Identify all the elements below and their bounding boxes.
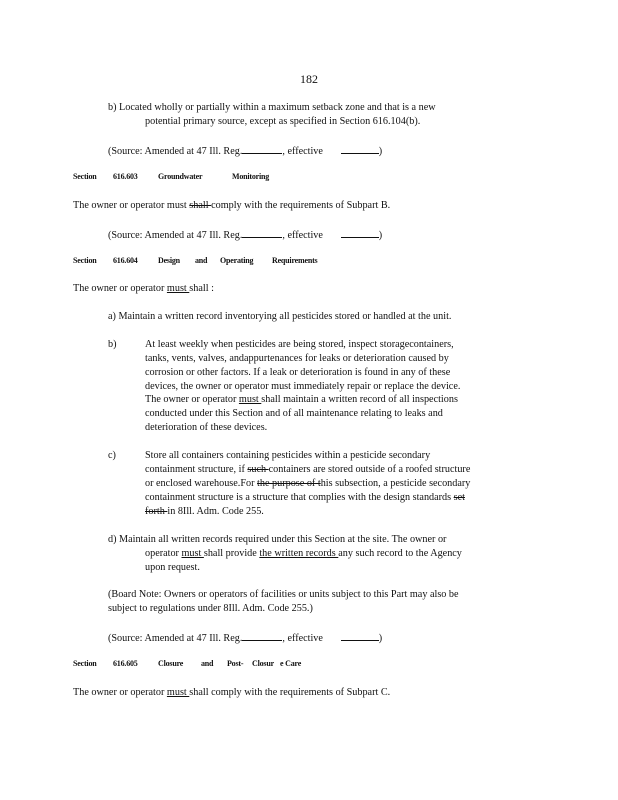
section-heading-604 — [73, 256, 473, 268]
section-title-word: Operating — [220, 256, 254, 265]
reg-blank — [242, 227, 282, 238]
source-note-prefix: (Source: Amended at 47 Ill. Reg. — [108, 146, 243, 157]
section-605-text — [73, 686, 390, 699]
item-b-body-line: At least weekly when pesticides are being stored, inspect storagecontainers, — [145, 339, 454, 350]
source-note-prefix: (Source: Amended at 47 Ill. Reg. — [108, 230, 243, 241]
section-number: 616.604 — [113, 256, 138, 265]
source-note-suffix: ) — [378, 230, 383, 241]
inserted-text: must — [166, 283, 190, 294]
text-segment: containment structure is a structure that complies with the design standards — [145, 492, 454, 503]
section-label: Section — [73, 659, 97, 668]
section-title-word: Groundwater — [158, 172, 203, 181]
source-note — [108, 143, 382, 158]
inserted-text: must — [166, 687, 190, 698]
text-segment: The owner or operator — [73, 283, 167, 294]
item-b-body-line: corrosion or other factors. If a leak or deterioration is found in any of these — [145, 367, 451, 378]
source-note-suffix: ) — [378, 633, 383, 644]
section-title-word: Closur — [252, 659, 274, 668]
item-a: a) Maintain a written record inventorying all pesticides stored or handled at the unit. — [108, 311, 452, 322]
text-segment: his subsection, a pesticide secondary — [320, 478, 471, 489]
item-c-body-line — [145, 505, 264, 518]
inserted-text: the written records — [259, 548, 339, 559]
effective-blank — [341, 630, 379, 641]
source-note — [108, 630, 382, 645]
item-c-body-line — [145, 477, 470, 490]
item-c-label: c) — [108, 450, 116, 461]
text-segment: shall comply with the requirements of Subpart C. — [189, 687, 391, 698]
board-note-line-2: subject to regulations under 8Ill. Adm. Code 255.) — [108, 603, 313, 614]
text-segment: in 8Ill. Adm. Code 255. — [167, 506, 264, 517]
board-note-line-1: (Board Note: Owners or operators of facilities or units subject to this Part may also be — [108, 589, 459, 600]
deleted-text: shall — [189, 200, 212, 211]
item-b-body-line: devices, the owner or operator must immediately repair or replace the device. — [145, 381, 461, 392]
section-title-word: and — [201, 659, 214, 668]
inserted-text: must — [238, 394, 262, 405]
section-title-word: e Care — [280, 659, 302, 668]
text-segment: or enclosed warehouse.For — [145, 478, 258, 489]
deleted-text: the purpose of t — [257, 478, 321, 489]
source-note-mid: , effective — [282, 230, 323, 241]
section-heading-605 — [73, 659, 473, 671]
text-segment: shall maintain a written record of all inspections — [261, 394, 458, 405]
text-segment: The owner or operator — [145, 394, 239, 405]
item-b-line-2: potential primary source, except as specified in Section 616.104(b). — [145, 116, 421, 127]
text-segment: comply with the requirements of Subpart B. — [211, 200, 391, 211]
text-segment: shall : — [189, 283, 214, 294]
source-note-suffix: ) — [378, 146, 383, 157]
section-title-word: Post- — [227, 659, 244, 668]
item-c-body-line — [145, 491, 465, 504]
section-number: 616.605 — [113, 659, 138, 668]
section-title-word: Monitoring — [232, 172, 270, 181]
item-b-body-line: conducted under this Section and of all maintenance relating to leaks and — [145, 408, 443, 419]
text-segment: any such record to the Agency — [338, 548, 462, 559]
item-d-line-3: upon request. — [145, 562, 200, 573]
item-b-body-line: tanks, vents, valves, andappurtenances for leaks or deterioration caused by — [145, 353, 449, 364]
item-c-body-line: Store all containers containing pesticides within a pesticide secondary — [145, 450, 431, 461]
reg-blank — [242, 143, 282, 154]
text-segment: containment structure, if — [145, 464, 248, 475]
deleted-text: set — [453, 492, 465, 503]
section-heading-603 — [73, 172, 473, 184]
reg-blank — [242, 630, 282, 641]
section-label: Section — [73, 172, 97, 181]
effective-blank — [341, 143, 379, 154]
source-note-mid: , effective — [282, 633, 323, 644]
item-b-body-line — [145, 393, 458, 406]
section-title-word: and — [195, 256, 208, 265]
item-d-line-1: d) Maintain all written records required under this Section at the site. The owner or — [108, 534, 447, 545]
deleted-text: such — [247, 464, 269, 475]
inserted-text: must — [181, 548, 204, 559]
section-title-word: Requirements — [272, 256, 318, 265]
section-title-word: Closure — [158, 659, 184, 668]
section-603-text — [73, 199, 390, 212]
source-note-prefix: (Source: Amended at 47 Ill. Reg. — [108, 633, 243, 644]
item-b-label: b) — [108, 339, 117, 350]
item-b-body-line: deterioration of these devices. — [145, 422, 268, 433]
section-label: Section — [73, 256, 97, 265]
item-c-body-line — [145, 463, 470, 476]
section-604-intro — [73, 282, 214, 295]
page-number: 182 — [300, 72, 318, 86]
source-note — [108, 227, 382, 242]
text-segment: containers are stored outside of a roofed structure — [268, 464, 471, 475]
source-note-mid: , effective — [282, 146, 323, 157]
deleted-text: forth — [145, 506, 168, 517]
text-segment: shall provide — [203, 548, 260, 559]
text-segment: The owner or operator — [73, 687, 167, 698]
text-segment: The owner or operator must — [73, 200, 190, 211]
effective-blank — [341, 227, 379, 238]
item-d-line-2 — [145, 547, 462, 560]
item-b-line-1: b) Located wholly or partially within a maximum setback zone and that is a new — [108, 102, 436, 113]
section-number: 616.603 — [113, 172, 138, 181]
text-segment: operator — [145, 548, 182, 559]
section-title-word: Design — [158, 256, 180, 265]
